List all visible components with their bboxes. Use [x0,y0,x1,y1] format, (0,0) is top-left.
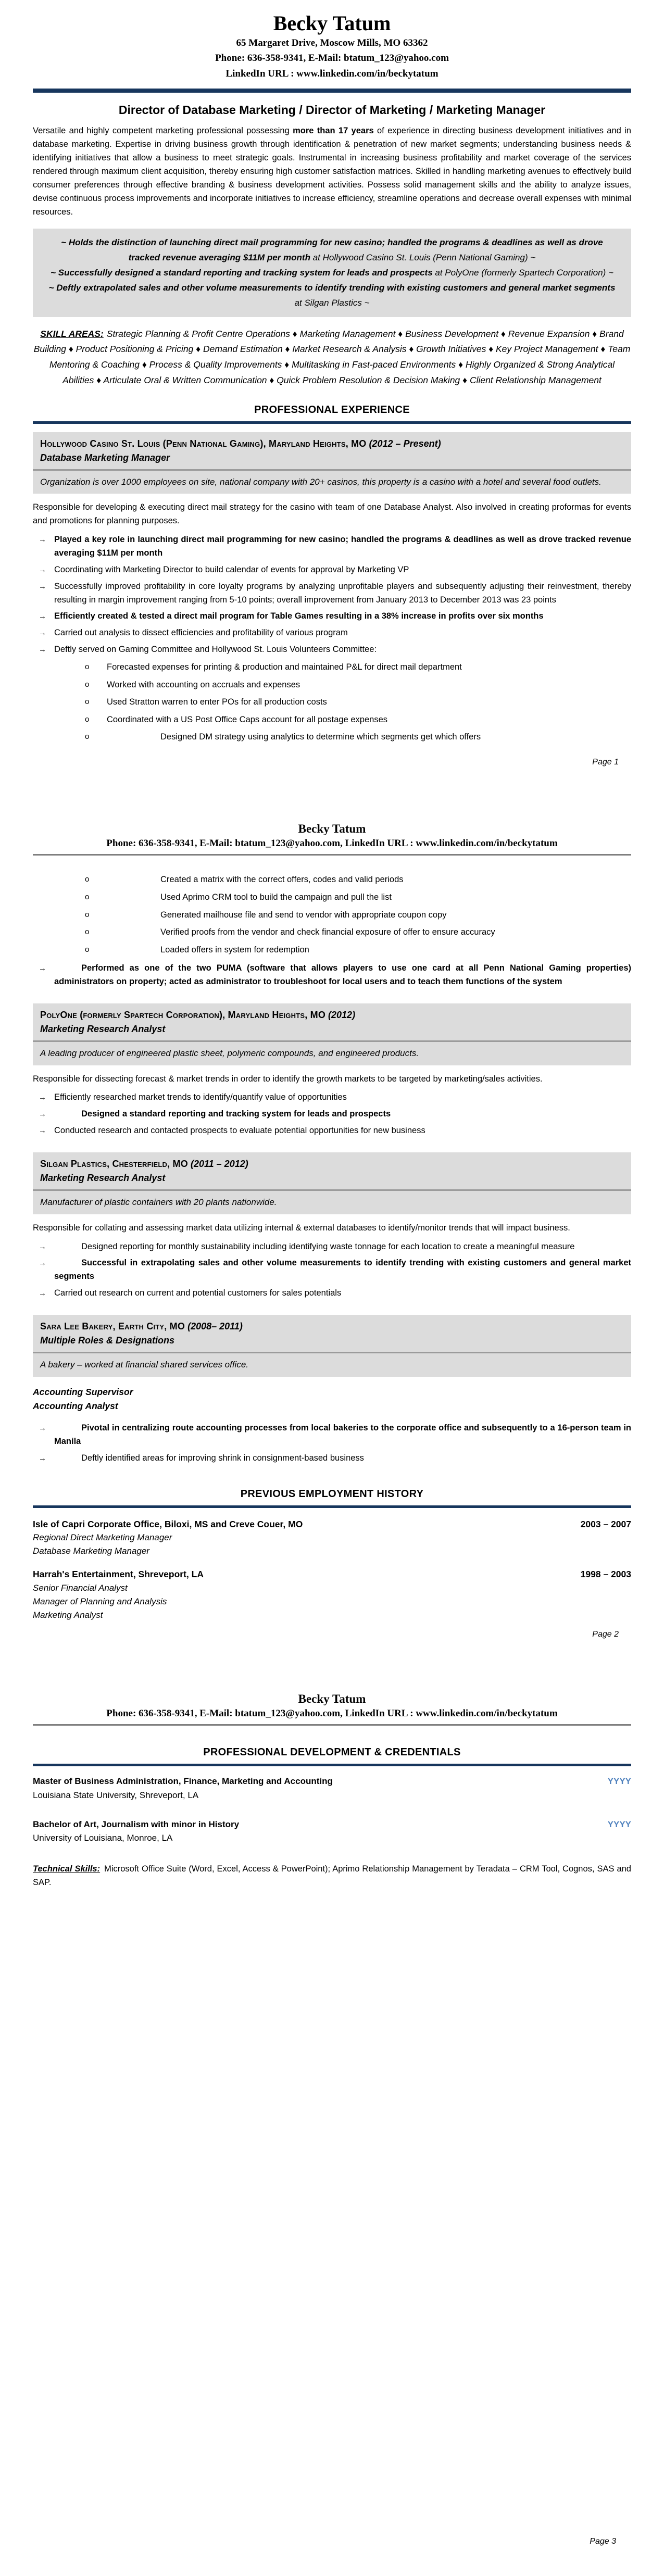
bullet-text: Played a key role in launching direct mail programming for new casino; handled the programs & deadlines as well as drove tracked revenue averaging $11M per month [54,535,631,558]
highlight-bold: ~ Successfully designed a standard reporting and tracking system for leads and prospects [51,268,433,278]
arrow-bullet-icon: → [39,1242,46,1251]
previous-company: Harrah's Entertainment, Shreveport, LA [33,1569,204,1580]
bullet-item [33,1108,631,1121]
sub-bullet-item [85,713,631,727]
sub-bullet-item [85,926,631,939]
degree-title: Bachelor of Art, Journalism with minor in History [33,1819,240,1829]
sub-bullet-text: Coordinated with a US Post Office Caps account for all postage expenses [107,714,387,724]
summary-bold-phrase: more than 17 years [293,126,374,136]
highlight-normal: at Hollywood Casino St. Louis (Penn National Gaming) ~ [310,252,536,262]
bullet-text: Successful in extrapolating sales and other volume measurements to identify trending with existing customers and general market segments [54,1258,631,1281]
job-dates: (2012 – Present) [369,438,441,449]
job-header-silgan [33,1152,631,1214]
previous-employer-line [33,1517,631,1531]
company-name: Sara Lee Bakery, Earth City, MO [40,1321,185,1332]
bullet-item [33,1287,631,1300]
circle-bullet-icon: o [85,893,90,902]
section-previous-employment: PREVIOUS EMPLOYMENT HISTORY [240,1488,424,1500]
section-professional-development: PROFESSIONAL DEVELOPMENT & CREDENTIALS [203,1746,461,1758]
previous-dates: 1998 – 2003 [580,1569,631,1580]
summary-paragraph [33,124,631,219]
section-divider [33,421,631,424]
header-divider [33,89,631,93]
sub-bullet-item [85,678,631,692]
bullet-item [33,1452,631,1465]
bullet-text: Designed reporting for monthly sustainability including identifying waste tonnage for each location to create a meaningful measure [81,1241,575,1251]
sub-bullet-item [85,696,631,709]
sub-bullet-text: Used Stratton warren to enter POs for all production costs [107,697,327,707]
job-company-line [40,1008,624,1022]
arrow-bullet-icon: → [39,1093,46,1102]
degree-year: YYYY [607,1819,631,1829]
circle-bullet-icon: o [85,680,90,689]
bullet-text: Efficiently researched market trends to identify/quantify value of opportunities [54,1092,347,1102]
arrow-bullet-icon: → [39,565,46,574]
job-intro: Responsible for collating and assessing market data utilizing internal & external databases to identify/monitor trends that will impact business. [33,1223,570,1233]
sub-bullet-text: Designed DM strategy using analytics to determine which segments get which offers [160,732,481,742]
job-dates: (2011 – 2012) [190,1159,248,1170]
linkedin-line: LinkedIn URL : www.linkedin.com/in/beckytatum [225,68,439,79]
highlight-bold: ~ Deftly extrapolated sales and other volume measurements to identify trending with existing customers and general market segments [48,283,616,293]
bullet-item [33,1240,631,1254]
bullet-item [33,1091,631,1104]
degree-title: Master of Business Administration, Finance, Marketing and Accounting [33,1776,333,1787]
sub-bullet-item [85,731,631,744]
previous-role: Marketing Analyst [33,1610,103,1620]
page-header-contact: Phone: 636-358-9341, E-Mail: btatum_123@yahoo.com, LinkedIn URL : www.linkedin.com/in/beckytatum [106,837,558,849]
circle-bullet-icon: o [85,927,90,937]
arrow-bullet-icon: → [39,629,46,638]
job-header-sara-lee [33,1315,631,1377]
job-company-line [40,1157,624,1171]
highlight-normal: at PolyOne (formerly Spartech Corporation) ~ [432,268,613,278]
bullet-item [33,580,631,607]
bullet-item [33,533,631,560]
previous-employer-isle-of-capri [33,1517,631,1559]
arrow-bullet-icon: → [39,1126,46,1136]
technical-skills-list: Microsoft Office Suite (Word, Excel, Access & PowerPoint); Aprimo Relationship Management by Teradata – CRM Tool, Cognos, SAS and SAP. [33,1864,631,1888]
job-box-divider [33,1352,631,1353]
bullet-text: Coordinating with Marketing Director to build calendar of events for approval by Marketing VP [54,564,409,574]
degree-line [33,1775,631,1788]
sub-bullet-item [85,661,631,674]
degree-school: University of Louisiana, Monroe, LA [33,1833,173,1843]
bullet-item [33,626,631,640]
sub-bullet-text: Worked with accounting on accruals and expenses [107,680,300,689]
candidate-name: Becky Tatum [273,11,391,35]
education-bachelor [33,1818,631,1845]
arrow-bullet-icon: → [39,582,46,591]
bullet-item [33,1124,631,1138]
bullet-text: Deftly identified areas for improving shrink in consignment-based business [81,1453,364,1463]
company-name: Silgan Plastics, Chesterfield, MO [40,1159,188,1170]
sub-bullet-text: Generated mailhouse file and send to vendor with appropriate coupon copy [160,910,447,920]
bullet-item [33,643,631,657]
page-2-header [33,821,631,856]
job-title: Multiple Roles & Designations [40,1335,175,1346]
education-mba [33,1775,631,1802]
highlight-item [46,235,618,265]
arrow-bullet-icon: → [39,1453,46,1463]
company-description: Manufacturer of plastic containers with 20 plants nationwide. [40,1197,277,1208]
bullet-text: Conducted research and contacted prospects to evaluate potential opportunities for new business [54,1126,425,1136]
job-company-line [40,437,624,451]
arrow-bullet-icon: → [39,1423,46,1432]
section-divider [33,1764,631,1766]
bullet-item [33,610,631,623]
page-2-footer: Page 2 [592,1629,619,1639]
degree-school: Louisiana State University, Shreveport, LA [33,1790,199,1800]
previous-company: Isle of Capri Corporate Office, Biloxi, MS and Creve Couer, MO [33,1518,303,1529]
highlight-bold: ~ Holds the distinction of launching direct mail programming for new casino; handled the programs & deadlines as well as drove tracked revenue averaging $11M per month [61,237,603,262]
previous-role: Database Marketing Manager [33,1546,149,1556]
bullet-text: Designed a standard reporting and tracking system for leads and prospects [81,1109,391,1119]
skill-areas-list: Strategic Planning & Profit Centre Operations ♦ Marketing Management ♦ Business Development ♦ Revenue Expansion ♦ Brand Building ♦ Product Positioning & Pricing ♦ Demand Estimation ♦ Market Research & Analysis ♦ Growth Initiatives ♦ Key Project Management ♦ Team Mentoring & Coaching ♦ Process & Quality Improvements ♦ Multitasking in Fast-paced Environments ♦ Highly Organized & Strong Analytical Abilities ♦ Articulate Oral & Written Communication ♦ Quick Problem Resolution & Decision Making ♦ Client Relationship Management [33,328,631,385]
skill-areas-label: SKILL AREAS: [40,328,104,339]
skill-areas [33,326,631,388]
highlight-item [46,280,618,310]
sub-bullet-text: Verified proofs from the vendor and check financial exposure of offer to ensure accuracy [160,927,495,937]
sub-bullet-item [85,873,631,887]
arrow-bullet-icon: → [39,1259,46,1268]
sub-bullet-item [85,891,631,904]
job-intro: Responsible for dissecting forecast & market trends in order to identify the growth markets to be targeted by marketing/sales activities. [33,1074,543,1084]
circle-bullet-icon: o [85,945,90,954]
technical-skills-label: Technical Skills: [33,1864,101,1874]
company-name: Hollywood Casino St. Louis (Penn National Gaming), Maryland Heights, MO [40,438,367,449]
arrow-bullet-icon: → [39,612,46,621]
company-description: Organization is over 1000 employees on site, national company with 20+ casinos, this property is a casino with a hotel and several food outlets. [40,476,602,487]
page-header-contact: Phone: 636-358-9341, E-Mail: btatum_123@yahoo.com, LinkedIn URL : www.linkedin.com/in/beckytatum [106,1707,558,1719]
bullet-text: Efficiently created & tested a direct mail program for Table Games resulting in a 38% increase in profits over six months [54,611,544,621]
page-header-name: Becky Tatum [298,822,366,835]
bullet-item [33,1256,631,1284]
arrow-bullet-icon: → [39,1289,46,1298]
target-job-title: Director of Database Marketing / Director of Marketing / Marketing Manager [118,103,546,117]
bullet-text: Pivotal in centralizing route accounting processes from local bakeries to the corporate office and subsequently to a 16-person team in Manila [54,1423,631,1446]
job-box-divider [33,469,631,471]
bullet-text: Successfully improved profitability in core loyalty programs by analyzing unprofitable players and subsequently adjusting their reinvestment, thereby resulting in margin improvement ranging from 5-10 points; overall improvement from January 2013 to December 2013 was 23 points [54,581,631,605]
company-name: PolyOne (formerly Spartech Corporation), Maryland Heights, MO [40,1010,326,1021]
page-3-footer: Page 3 [590,2537,616,2546]
previous-role: Regional Direct Marketing Manager [33,1532,172,1542]
previous-role: Manager of Planning and Analysis [33,1597,167,1607]
job-dates: (2012) [328,1010,356,1021]
previous-employer-harrahs [33,1567,631,1622]
arrow-bullet-icon: → [39,645,46,655]
job-title: Marketing Research Analyst [40,1024,166,1035]
address-line: 65 Margaret Drive, Moscow Mills, MO 63362 [236,37,428,48]
sub-bullet-item [85,944,631,957]
previous-employer-line [33,1567,631,1581]
page-header-name: Becky Tatum [298,1692,366,1705]
highlight-item [46,265,618,280]
bullet-text: Performed as one of the two PUMA (software that allows players to use one card at all Penn National Gaming properties) administrators on property; acted as administrator to troubleshoot for local users and to teach them functions of the system [54,963,631,987]
job-header-polyone [33,1003,631,1065]
bullet-item [33,563,631,577]
summary-rest: of experience in directing business development initiatives and in database marketing. Expertise in driving business growth through identification & penetration of new market segments; understanding business needs & identifying initiatives that allow a business to meet strategic goals. Instrumental in increasing business profitability and market coverage of the services rendered through maximum client acquisition, thereby ensuring high customer satisfaction matrices. Skilled in handling marketing avenues to effectively build consumer preferences through effective branding & business development activities. Possess solid management skills and the ability to analyze issues, devise continuous process improvements and incorporate initiatives to increase efficiency, streamline operations and decrease overall expenses with minimal resources. [33,126,631,217]
circle-bullet-icon: o [85,910,90,919]
sub-bullet-text: Created a matrix with the correct offers, codes and valid periods [160,875,404,885]
job-box-divider [33,1040,631,1042]
bullet-text: Carried out analysis to dissect efficiencies and profitability of various program [54,628,348,638]
previous-dates: 2003 – 2007 [580,1518,631,1529]
circle-bullet-icon: o [85,662,90,672]
company-description: A bakery – worked at financial shared services office. [40,1360,249,1370]
sub-bullet-item [85,909,631,922]
arrow-bullet-icon: → [39,964,46,973]
page-1-footer: Page 1 [592,757,619,766]
arrow-bullet-icon: → [39,535,46,544]
sub-bullet-text: Loaded offers in system for redemption [160,945,309,954]
degree-year: YYYY [607,1776,631,1787]
bullet-text: Carried out research on current and potential customers for sales potentials [54,1288,342,1298]
circle-bullet-icon: o [85,714,90,724]
section-professional-experience: PROFESSIONAL EXPERIENCE [254,404,410,416]
summary-lead: Versatile and highly competent marketing professional possessing [33,126,293,136]
job-intro: Responsible for developing & executing direct mail strategy for the casino with team of one Database Analyst. Also involved in creating proformas for events and promotions for planning purposes. [33,502,631,526]
technical-skills [33,1862,631,1890]
circle-bullet-icon: o [85,875,90,884]
role-title: Accounting Supervisor [33,1386,133,1397]
company-description: A leading producer of engineered plastic sheet, polymeric compounds, and engineered products. [40,1048,419,1059]
job-dates: (2008– 2011) [187,1321,243,1332]
circle-bullet-icon: o [85,697,90,707]
bullet-item [33,1422,631,1449]
job-header-hollywood-casino [33,432,631,494]
role-title: Accounting Analyst [33,1400,118,1411]
previous-role: Senior Financial Analyst [33,1582,128,1593]
arrow-bullet-icon: → [39,1110,46,1119]
section-divider [33,1505,631,1508]
sub-bullet-text: Forecasted expenses for printing & production and maintained P&L for direct mail department [107,662,462,672]
bullet-text: Deftly served on Gaming Committee and Hollywood St. Louis Volunteers Committee: [54,645,377,655]
career-highlights-box [33,229,631,317]
sara-lee-roles [33,1385,631,1413]
job-company-line [40,1320,624,1334]
contact-line: Phone: 636-358-9341, E-Mail: btatum_123@yahoo.com [215,53,449,64]
circle-bullet-icon: o [85,732,90,742]
job-title: Marketing Research Analyst [40,1173,166,1184]
job-box-divider [33,1189,631,1191]
degree-line [33,1818,631,1831]
highlight-normal: at Silgan Plastics ~ [294,298,370,308]
page-3-header [33,1691,631,1726]
bullet-item [33,962,631,989]
sub-bullet-text: Used Aprimo CRM tool to build the campaign and pull the list [160,893,392,902]
job-title: Database Marketing Manager [40,452,170,463]
